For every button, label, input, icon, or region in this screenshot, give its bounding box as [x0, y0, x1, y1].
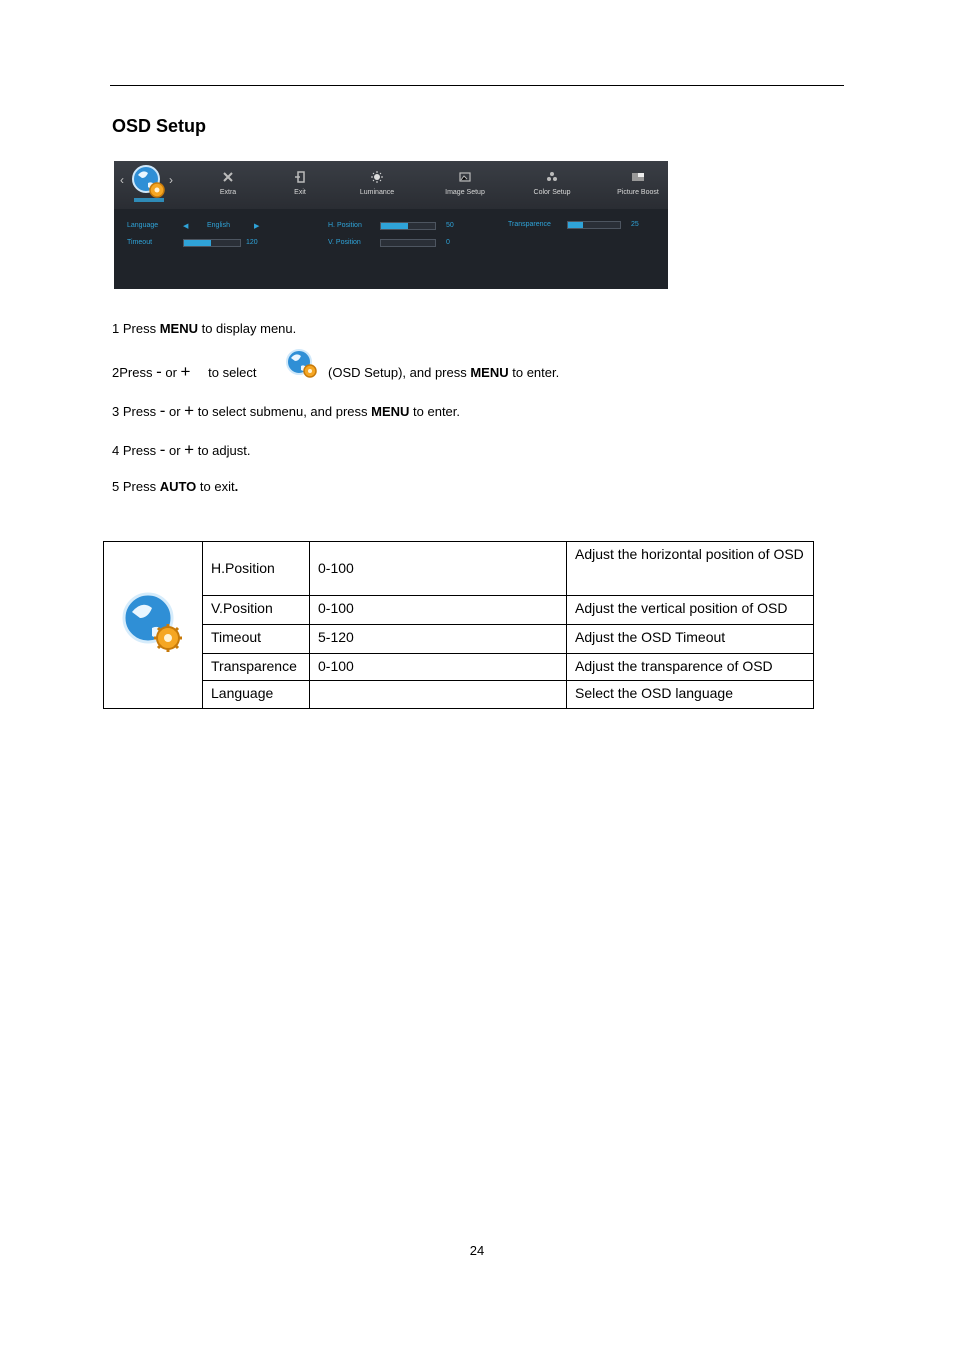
- table-row: [104, 681, 814, 709]
- osd-transparence-value: 25: [631, 221, 639, 228]
- header-rule: [110, 85, 844, 86]
- table-cell-range: 5-120: [310, 625, 567, 654]
- step-text: or: [165, 404, 185, 419]
- step-text: or: [161, 365, 181, 380]
- step-text: 2Press: [112, 365, 157, 380]
- step-text: to display menu.: [197, 321, 297, 336]
- osd-tab-label: Luminance: [359, 189, 395, 196]
- osd-hpos-label: H. Position: [328, 222, 362, 229]
- step-text: to enter.: [508, 365, 560, 380]
- plus-icon: +: [184, 440, 195, 459]
- table-cell-range: [310, 681, 567, 709]
- osd-timeout-slider[interactable]: [183, 239, 241, 247]
- step-text: 3 Press: [112, 404, 160, 419]
- slider-fill: [184, 240, 211, 246]
- plus-icon: +: [184, 401, 195, 420]
- osd-vpos-value: 0: [446, 239, 450, 246]
- osd-tab-color-setup[interactable]: [517, 171, 587, 196]
- extra-icon: [222, 171, 234, 183]
- osd-setup-icon: [285, 348, 319, 380]
- osd-menu-screenshot: [114, 161, 668, 289]
- step-text: 5 Press: [112, 479, 160, 494]
- chevron-right-icon: ›: [169, 173, 173, 187]
- osd-transparence-slider[interactable]: [567, 221, 621, 229]
- table-cell-name: Transparence: [203, 654, 310, 681]
- table-row: [104, 542, 814, 596]
- osd-tab-luminance[interactable]: [342, 171, 412, 196]
- picture-boost-icon: [632, 171, 644, 183]
- step-2: [112, 362, 257, 382]
- step-text: (OSD Setup), and press: [328, 365, 471, 380]
- table-cell-name: V.Position: [203, 596, 310, 625]
- minus-icon: -: [159, 440, 166, 459]
- step-text: to adjust.: [194, 443, 251, 458]
- page-number: 24: [469, 1243, 485, 1258]
- table-cell-desc: Adjust the horizontal position of OSD: [567, 542, 814, 596]
- osd-tab-label: Extra: [219, 189, 237, 196]
- plus-icon: +: [180, 362, 191, 381]
- triangle-right-icon[interactable]: ▶: [254, 223, 260, 230]
- step-text: .: [234, 479, 239, 494]
- step-2-tail: [328, 365, 559, 380]
- table-cell-desc: Select the OSD language: [567, 681, 814, 709]
- menu-key: MENU: [470, 365, 509, 380]
- minus-icon: -: [159, 401, 166, 420]
- slider-fill: [568, 222, 583, 228]
- step-text: to exit: [196, 479, 235, 494]
- triangle-left-icon[interactable]: ◀: [183, 223, 189, 230]
- osd-tab-label: Color Setup: [533, 189, 571, 196]
- osd-tab-label: Picture Boost: [617, 189, 659, 196]
- osd-tab-label: Image Setup: [445, 189, 485, 196]
- auto-key: AUTO: [159, 479, 197, 494]
- table-cell-desc: Adjust the transparence of OSD: [567, 654, 814, 681]
- minus-icon: -: [156, 362, 162, 381]
- table-cell-range: 0-100: [310, 596, 567, 625]
- step-1: [112, 321, 296, 336]
- table-cell-range: 0-100: [310, 542, 567, 596]
- menu-key: MENU: [371, 404, 410, 419]
- table-row: [104, 625, 814, 654]
- table-cell-name: Language: [203, 681, 310, 709]
- osd-vpos-label: V. Position: [328, 239, 361, 246]
- osd-tab-label: Exit: [294, 189, 306, 196]
- osd-tab-image-setup[interactable]: [430, 171, 500, 196]
- table-cell-name: Timeout: [203, 625, 310, 654]
- image-setup-icon: [459, 171, 471, 183]
- step-text: 4 Press: [112, 443, 160, 458]
- table-cell-desc: Adjust the vertical position of OSD: [567, 596, 814, 625]
- color-setup-icon: [546, 171, 558, 183]
- exit-icon: [294, 171, 306, 183]
- osd-hpos-slider[interactable]: [380, 222, 436, 230]
- step-4: [112, 440, 250, 460]
- osd-setup-table: [103, 541, 814, 709]
- osd-language-label: Language: [127, 222, 159, 229]
- osd-tab-picture-boost[interactable]: [603, 171, 668, 196]
- luminance-icon: [371, 171, 383, 183]
- table-cell-range: 0-100: [310, 654, 567, 681]
- osd-timeout-label: Timeout: [127, 239, 153, 246]
- step-text: or: [165, 443, 185, 458]
- osd-language-value: English: [207, 222, 230, 229]
- section-title: OSD Setup: [112, 116, 207, 136]
- osd-hpos-value: 50: [446, 222, 454, 229]
- table-cell-desc: Adjust the OSD Timeout: [567, 625, 814, 654]
- chevron-left-icon: ‹: [120, 173, 124, 187]
- osd-setup-icon: [130, 163, 168, 203]
- step-3: [112, 401, 460, 421]
- osd-active-tab: [118, 161, 176, 209]
- step-text: 1 Press: [112, 321, 160, 336]
- osd-transparence-label: Transparence: [508, 221, 551, 228]
- osd-timeout-value: 120: [246, 239, 258, 246]
- menu-key: MENU: [159, 321, 198, 336]
- table-row: [104, 654, 814, 681]
- osd-tab-exit[interactable]: [265, 171, 335, 196]
- step-5: [112, 479, 238, 494]
- osd-tab-extra[interactable]: [193, 171, 263, 196]
- osd-setup-icon: [120, 590, 186, 656]
- table-cell-name: H.Position: [203, 542, 310, 596]
- step-text: to select submenu, and press: [194, 404, 372, 419]
- table-icon-cell: [104, 542, 203, 709]
- step-text: to select: [208, 365, 257, 380]
- step-text: to enter.: [409, 404, 461, 419]
- osd-vpos-slider[interactable]: [380, 239, 436, 247]
- slider-fill: [381, 223, 408, 229]
- table-row: [104, 596, 814, 625]
